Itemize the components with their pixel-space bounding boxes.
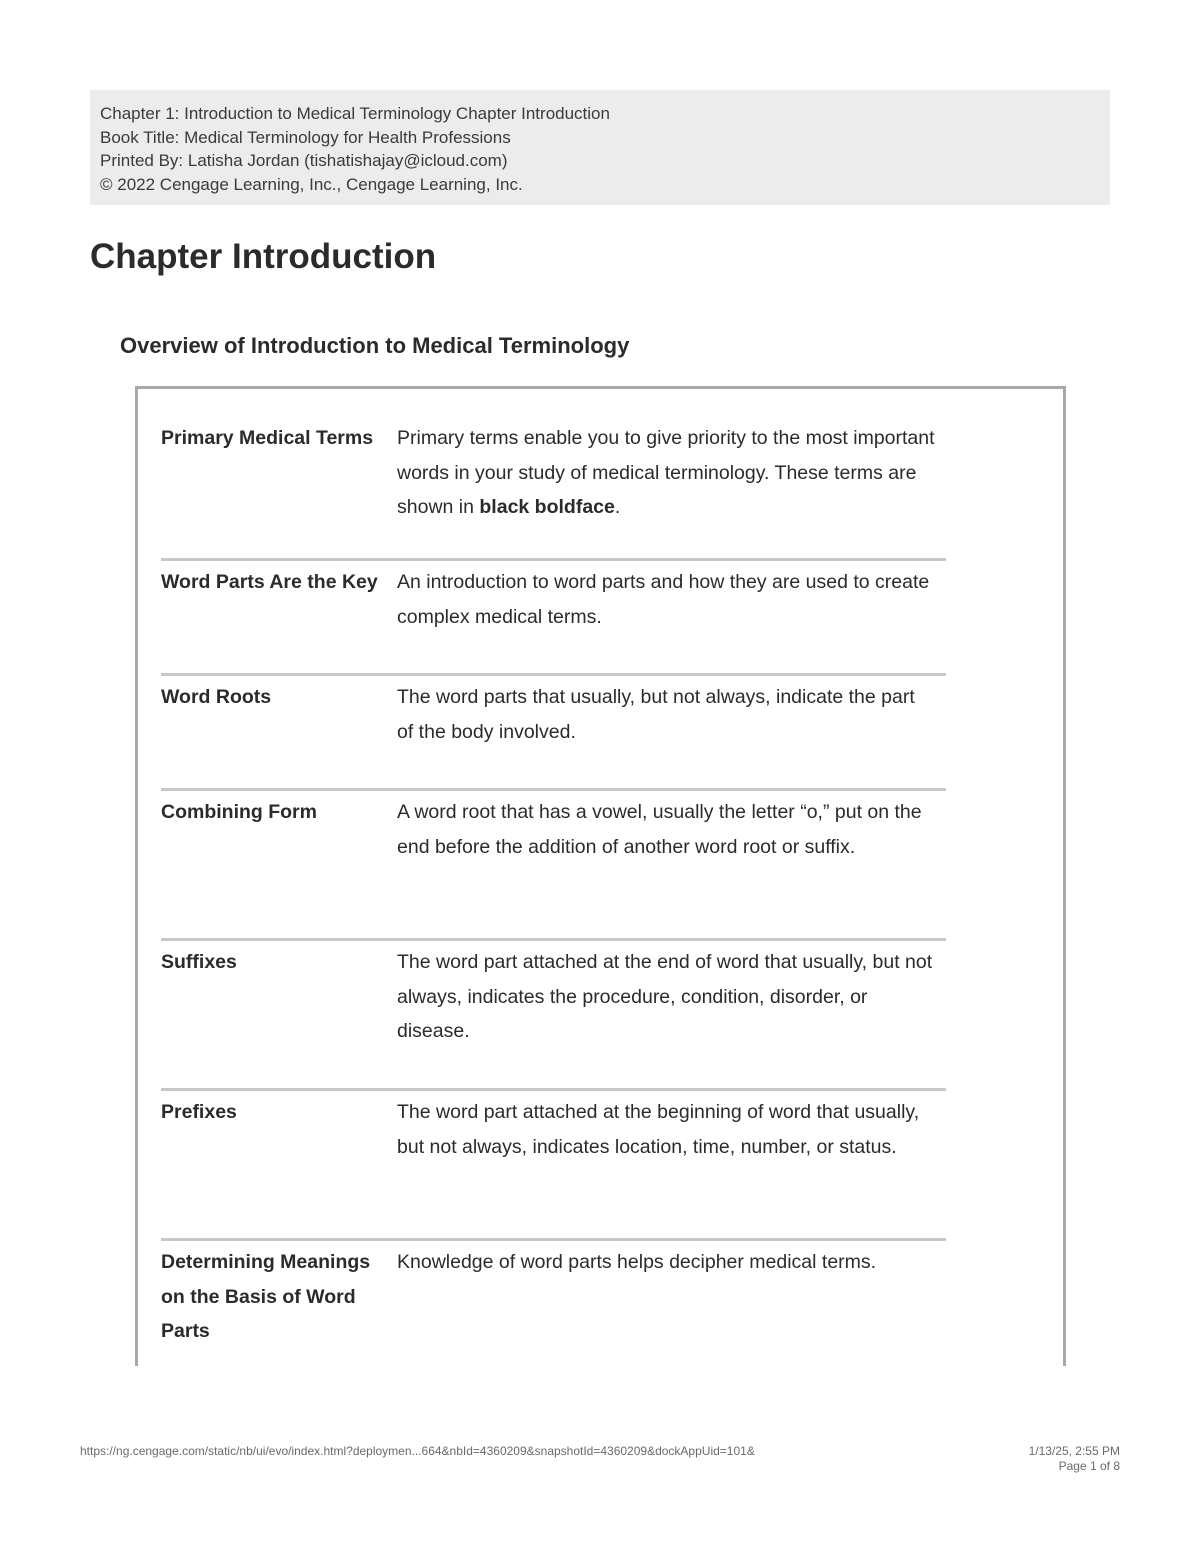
term-definition: A word root that has a vowel, usually the letter “o,” put on the end before the addition of another word root or suffix. — [397, 801, 922, 858]
table-row — [161, 561, 946, 676]
term-definition: The word parts that usually, but not always, indicate the part of the body involved. — [397, 686, 915, 743]
footer-url: https://ng.cengage.com/static/nb/ui/evo/index.html?deploymen...664&nbId=4360209&snapshotId=4360209&dockAppUid=101& — [80, 1444, 755, 1458]
page-number: Page 1 of 8 — [1058, 1459, 1120, 1473]
footer-datetime: 1/13/25, 2:55 PM — [1028, 1444, 1120, 1458]
copyright-line: © 2022 Cengage Learning, Inc., Cengage Learning, Inc. — [100, 174, 523, 194]
chapter-line: Chapter 1: Introduction to Medical Terminology Chapter Introduction — [100, 104, 610, 123]
page-title: Chapter Introduction — [90, 237, 437, 276]
table-row — [161, 421, 946, 561]
term-definition: The word part attached at the end of word that usually, but not always, indicates the procedure, condition, disorder, or disease. — [397, 951, 933, 1042]
term-name: Suffixes — [161, 951, 237, 973]
term-definition: The word part attached at the beginning of word that usually, but not always, indicates location, time, number, or status. — [397, 1101, 920, 1158]
term-name: Word Parts Are the Key — [161, 571, 378, 593]
table-row — [161, 941, 946, 1091]
term-name: Word Roots — [161, 686, 272, 708]
table-row — [161, 676, 946, 791]
print-info-box — [90, 90, 1110, 205]
term-definition — [397, 421, 946, 558]
table-row — [161, 1091, 946, 1241]
term-name: Primary Medical Terms — [161, 427, 374, 449]
printed-by-line: Printed By: Latisha Jordan (tishatishajay@icloud.com) — [100, 151, 508, 170]
definition-text: Primary terms enable you to give priority to the most important words in your study of medical terminology. These terms are shown in — [397, 427, 935, 518]
term-name: Combining Form — [161, 801, 317, 823]
table-row — [161, 791, 946, 941]
section-title: Overview of Introduction to Medical Terminology — [120, 333, 630, 358]
footer-meta — [1029, 1444, 1120, 1474]
definition-end: . — [614, 496, 621, 518]
definition-bold-text: black boldface — [479, 496, 615, 518]
table-row — [161, 1241, 946, 1349]
term-definition: Knowledge of word parts helps decipher medical terms. — [397, 1251, 877, 1273]
term-definition: An introduction to word parts and how they are used to create complex medical terms. — [397, 571, 930, 628]
term-name: Prefixes — [161, 1101, 237, 1123]
book-title-line: Book Title: Medical Terminology for Health Professions — [100, 127, 511, 147]
terms-table — [161, 421, 946, 1349]
term-name: Determining Meanings on the Basis of Word Parts — [161, 1251, 371, 1342]
